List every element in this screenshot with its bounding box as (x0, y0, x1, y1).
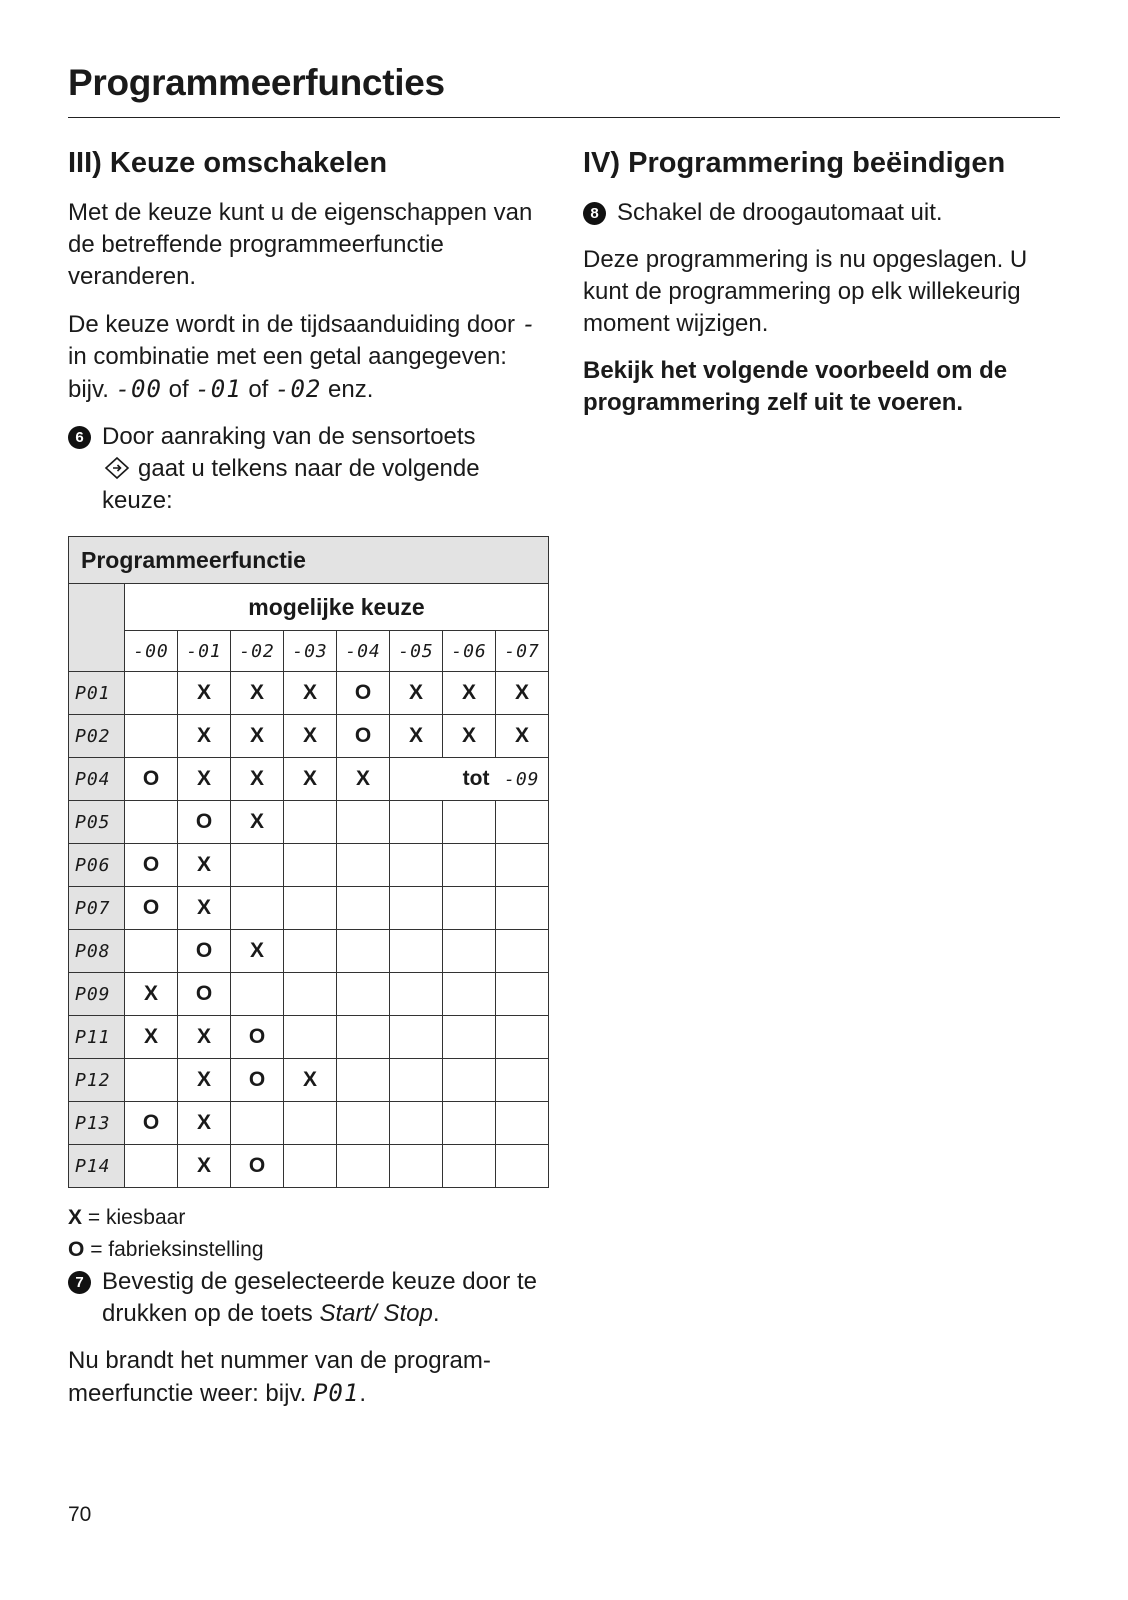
sensor-key-icon (102, 456, 132, 480)
step-text: Bevestig de geselecteerde keuze door te drukken op de toets (102, 1268, 537, 1327)
table-cell (125, 715, 178, 758)
table-cell (390, 1059, 443, 1102)
table-cell: O (178, 930, 231, 973)
table-cell (496, 1102, 549, 1145)
table-cell: O (337, 672, 390, 715)
table-cell: O (125, 844, 178, 887)
table-cell: X (178, 715, 231, 758)
table-cell (231, 844, 284, 887)
table-cell-range-word: tot (390, 758, 496, 801)
table-cell: O (231, 1059, 284, 1102)
table-cell (284, 1102, 337, 1145)
table-row (69, 1102, 549, 1145)
table-row (69, 1145, 549, 1188)
table-cell: X (231, 758, 284, 801)
table-cell (337, 1102, 390, 1145)
table-cell: X (178, 672, 231, 715)
step-7: 7 Bevestig de geselecteerde keuze door te drukken op de toets Start/ Stop. (68, 1266, 548, 1330)
column-code: -00 (125, 631, 178, 672)
programming-functions-table (68, 536, 549, 1188)
row-code: P08 (69, 930, 125, 973)
table-cell (443, 973, 496, 1016)
table-cell (337, 1145, 390, 1188)
right-column (583, 143, 1063, 434)
legend-item: O = fabrieksinstelling (68, 1238, 264, 1261)
step-text: Schakel de droogautomaat uit. (617, 199, 943, 226)
column-code: -02 (231, 631, 284, 672)
step-8 (583, 197, 1063, 229)
table-row (69, 801, 549, 844)
table-cell: X (443, 672, 496, 715)
table-corner (69, 584, 125, 672)
table-cell (337, 1016, 390, 1059)
table-cell (443, 1102, 496, 1145)
table-cell: O (231, 1016, 284, 1059)
display-example-00: -00 (115, 375, 162, 403)
display-example-02: -02 (275, 375, 322, 403)
table-cell (496, 887, 549, 930)
row-code: P07 (69, 887, 125, 930)
table-subheader: mogelijke keuze (125, 584, 549, 631)
table-cell (284, 801, 337, 844)
table-cell: X (231, 672, 284, 715)
table-cell (390, 1016, 443, 1059)
table-cell (390, 973, 443, 1016)
table-cell (284, 887, 337, 930)
table-row (69, 887, 549, 930)
table-cell (337, 930, 390, 973)
table-cell (443, 1016, 496, 1059)
step-number-badge: 7 (68, 1271, 91, 1294)
step-number-badge: 6 (68, 426, 91, 449)
table-cell (443, 1059, 496, 1102)
table-row (69, 758, 549, 801)
table-cell: X (390, 715, 443, 758)
table-cell (337, 1059, 390, 1102)
table-cell: O (125, 758, 178, 801)
row-code: P04 (69, 758, 125, 801)
table-row (69, 973, 549, 1016)
paragraph-text: of (168, 376, 189, 403)
table-cell: X (496, 715, 549, 758)
table-cell: X (284, 672, 337, 715)
page-title: Programmeerfuncties (68, 62, 445, 103)
table-row (69, 1016, 549, 1059)
display-example-p01: P01 (312, 1379, 360, 1407)
table-cell: X (178, 758, 231, 801)
paragraph-confirmation: Nu brandt het nummer van de programmeerfunctie weer: bijv. P01. (68, 1347, 491, 1407)
table-cell: X (231, 715, 284, 758)
table-cell: X (284, 758, 337, 801)
table-row (69, 930, 549, 973)
step-text: gaat u telkens naar de volgende keuze: (102, 455, 480, 514)
table-cell: X (231, 930, 284, 973)
table-cell (390, 930, 443, 973)
table-row (69, 715, 549, 758)
table-cell (284, 973, 337, 1016)
paragraph-keuze-explanation (68, 308, 548, 406)
table-cell: X (178, 1102, 231, 1145)
table-cell (496, 801, 549, 844)
table-cell (125, 1059, 178, 1102)
table-cell (284, 1145, 337, 1188)
table-cell (125, 1145, 178, 1188)
column-code: -07 (496, 631, 549, 672)
table-cell: X (178, 1016, 231, 1059)
paragraph-intro: Met de keuze kunt u de eigenschappen van de betreffende programmeerfunctie veranderen. (68, 199, 533, 290)
table-cell (443, 1145, 496, 1188)
column-code: -01 (178, 631, 231, 672)
table-cell (231, 973, 284, 1016)
column-code: -04 (337, 631, 390, 672)
row-code: P02 (69, 715, 125, 758)
column-codes-row (69, 631, 549, 672)
table-cell: X (443, 715, 496, 758)
table-cell (125, 801, 178, 844)
table-cell (337, 801, 390, 844)
table-row (69, 1059, 549, 1102)
row-code: P09 (69, 973, 125, 1016)
row-code: P01 (69, 672, 125, 715)
table-cell (231, 887, 284, 930)
table-cell (496, 973, 549, 1016)
table-cell: X (178, 844, 231, 887)
start-stop-key-label: Start/ Stop (319, 1300, 433, 1327)
paragraph-text: enz. (328, 376, 374, 403)
paragraph-text: of (248, 376, 269, 403)
paragraph-example-hint: Bekijk het volgende voorbeeld om de programmering zelf uit te voeren. (583, 357, 1008, 416)
table-cell: O (125, 1102, 178, 1145)
section-heading-beeindigen: IV) Programmering beëindigen (583, 147, 1006, 179)
legend-item: X = kiesbaar (68, 1206, 186, 1229)
table-cell: O (231, 1145, 284, 1188)
table-cell (390, 887, 443, 930)
table-cell (443, 844, 496, 887)
table-cell: X (178, 887, 231, 930)
table-cell (231, 1102, 284, 1145)
display-dash: - (521, 310, 538, 338)
row-code: P12 (69, 1059, 125, 1102)
step-text: Door aanraking van de sensortoets (102, 423, 476, 450)
table-cell: X (125, 1016, 178, 1059)
table-cell (390, 1102, 443, 1145)
column-code: -06 (443, 631, 496, 672)
title-divider (68, 117, 1060, 118)
display-example-01: -01 (195, 375, 242, 403)
page-number: 70 (68, 1503, 92, 1526)
table-cell: O (337, 715, 390, 758)
table-cell (390, 801, 443, 844)
table-cell: X (390, 672, 443, 715)
table-cell (284, 1016, 337, 1059)
table-cell (337, 887, 390, 930)
table-legend (68, 1202, 548, 1266)
table-cell: X (125, 973, 178, 1016)
left-column (68, 143, 548, 1425)
table-cell-range-end: -09 (496, 758, 549, 801)
row-code: P05 (69, 801, 125, 844)
table-cell: X (284, 1059, 337, 1102)
table-cell (125, 930, 178, 973)
table-cell: O (125, 887, 178, 930)
section-heading-keuze: III) Keuze omschakelen (68, 147, 388, 179)
step-6 (68, 421, 548, 517)
paragraph-text: De keuze wordt in de tijdsaanduiding door (68, 311, 515, 338)
table-cell: X (496, 672, 549, 715)
table-cell (496, 1016, 549, 1059)
step-number-badge: 8 (583, 202, 606, 225)
column-code: -03 (284, 631, 337, 672)
table-cell (496, 1145, 549, 1188)
table-cell (496, 1059, 549, 1102)
table-cell: O (178, 801, 231, 844)
row-code: P06 (69, 844, 125, 887)
table-cell (125, 672, 178, 715)
column-code: -05 (390, 631, 443, 672)
row-code: P13 (69, 1102, 125, 1145)
table-cell (284, 844, 337, 887)
table-cell (390, 844, 443, 887)
paragraph-saved: Deze programmering is nu opgeslagen. U kunt de programmering op elk willekeurig moment wijzigen. (583, 246, 1028, 337)
row-code: P14 (69, 1145, 125, 1188)
table-cell: X (337, 758, 390, 801)
table-cell (443, 801, 496, 844)
table-cell: X (178, 1145, 231, 1188)
table-cell: X (284, 715, 337, 758)
table-row (69, 844, 549, 887)
table-header: Programmeerfunctie (69, 537, 549, 584)
table-cell (496, 844, 549, 887)
table-cell: X (178, 1059, 231, 1102)
row-code: P11 (69, 1016, 125, 1059)
table-cell (390, 1145, 443, 1188)
table-cell (496, 930, 549, 973)
table-row (69, 672, 549, 715)
table-cell: X (231, 801, 284, 844)
table-cell (337, 973, 390, 1016)
table-cell (443, 887, 496, 930)
table-cell (284, 930, 337, 973)
table-cell (443, 930, 496, 973)
paragraph-text: in combinatie met een getal aangegeven: bijv. (68, 343, 507, 403)
table-cell (337, 844, 390, 887)
table-cell: O (178, 973, 231, 1016)
